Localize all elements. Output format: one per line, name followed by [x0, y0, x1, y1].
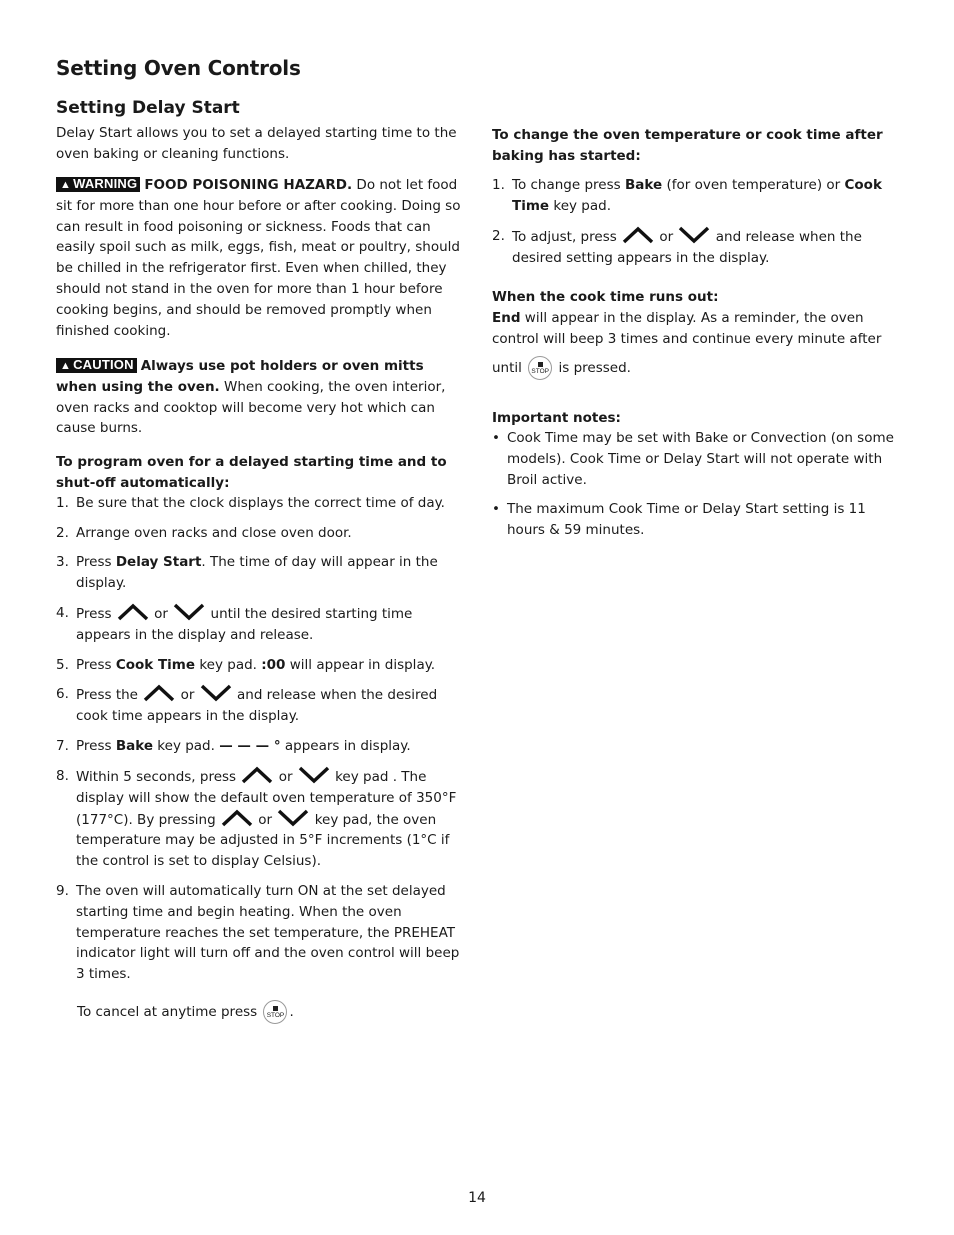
caution-triangle-icon: ▲ [60, 360, 72, 372]
end-key: End [492, 310, 521, 326]
step-text: Arrange oven racks and close oven door. [76, 525, 352, 541]
runs-out-heading: When the cook time runs out: [492, 289, 719, 305]
section-title: Setting Delay Start [56, 98, 240, 118]
warning-paragraph [56, 175, 466, 341]
step-number: 8. [56, 768, 69, 784]
step-text: Within 5 seconds, press or key pad . The display will show the default oven temperature of 350°F (177°C). By pressing or key pad, the oven temperature may be adjusted in 5°F increments (1°C if the control is set to display Celsius). [76, 766, 466, 872]
step-number: 1. [492, 177, 505, 193]
step-text: Be sure that the clock displays the correct time of day. [76, 495, 445, 511]
step-text: Press or until the desired starting time appears in the display and release. [76, 603, 466, 646]
display-dashes: — — — ° [219, 738, 281, 754]
step-text: To change press Bake (for oven temperature) or Cook Time key pad. [512, 177, 882, 214]
caution-body: When cooking, the oven interior, oven racks and cooktop will become very hot which can cause burns. [56, 378, 446, 437]
note-text: Cook Time may be set with Bake or Convection (on some models). Cook Time or Delay Start will not operate with Broil active. [507, 430, 894, 488]
caution-headline: Always use pot holders or oven mitts when using the oven. [56, 358, 424, 395]
caution-paragraph [56, 356, 466, 439]
display-readout: :00 [261, 657, 286, 673]
caution-badge-label: CAUTION [73, 357, 134, 372]
step-number: 5. [56, 657, 69, 673]
up-arrow-icon [116, 603, 150, 621]
cook-time-key: Cook Time [512, 177, 882, 214]
warning-triangle-icon: ▲ [60, 179, 72, 191]
step-text: Press Delay Start. The time of day will appear in the display. [76, 554, 438, 591]
step-number: 7. [56, 738, 69, 754]
caution-badge [56, 358, 137, 373]
step-text: Press the or and release when the desired cook time appears in the display. [76, 684, 466, 727]
step-text: Press Cook Time key pad. :00 will appear in display. [76, 657, 436, 673]
down-arrow-icon [297, 766, 331, 784]
warning-body: Do not let food sit for more than one hour before or after cooking. Doing so can result in food poisoning or sickness. Foods that can easily spoil such as milk, eggs, fish, meat or poultry, should be chilled in the refrigerator first. Even when chilled, they should not stand in the oven for more than 1 hour before cooking begins, and should be removed promptly when finished cooking. [56, 177, 461, 339]
delay-start-key: Delay Start [115, 554, 202, 570]
up-arrow-icon [240, 766, 274, 784]
step-number: 2. [56, 525, 69, 541]
runs-out-until: until STOP is pressed. [492, 356, 902, 380]
bullet-icon: • [492, 501, 500, 517]
step-number: 4. [56, 605, 69, 621]
cook-time-key: Cook Time [115, 657, 196, 673]
warning-badge [56, 177, 140, 192]
bullet-icon: • [492, 430, 500, 446]
notes-heading: Important notes: [492, 410, 621, 426]
step-text: Press Bake key pad. — — — ° appears in display. [76, 738, 411, 754]
down-arrow-icon [276, 809, 310, 827]
step-number: 9. [56, 883, 69, 899]
warning-badge-label: WARNING [73, 176, 138, 191]
down-arrow-icon [199, 684, 233, 702]
up-arrow-icon [220, 809, 254, 827]
stop-key-icon: STOP [528, 356, 552, 380]
bake-key: Bake [115, 738, 153, 754]
warning-headline: FOOD POISONING HAZARD. [144, 177, 353, 193]
change-heading: To change the oven temperature or cook time after baking has started: [492, 127, 883, 164]
step-text: To adjust, press or and release when the desired setting appears in the display. [512, 226, 902, 269]
down-arrow-icon [172, 603, 206, 621]
page-title: Setting Oven Controls [56, 56, 301, 80]
page-number: 14 [468, 1190, 486, 1206]
down-arrow-icon [677, 226, 711, 244]
step-text: The oven will automatically turn ON at the set delayed starting time and begin heating. When the oven temperature reaches the set temperature, the PREHEAT indicator light will turn off and the oven control will beep 3 times. [76, 883, 460, 983]
step-number: 2. [492, 228, 505, 244]
step-number: 3. [56, 554, 69, 570]
cancel-line: To cancel at anytime press STOP . [77, 1000, 487, 1024]
note-text: The maximum Cook Time or Delay Start setting is 11 hours & 59 minutes. [507, 501, 866, 538]
program-heading: To program oven for a delayed starting time and to shut-off automatically: [56, 454, 447, 491]
runs-out-body: End will appear in the display. As a reminder, the oven control will beep 3 times and continue every minute after [492, 310, 882, 347]
step-number: 6. [56, 686, 69, 702]
stop-key-icon: STOP [263, 1000, 287, 1024]
up-arrow-icon [142, 684, 176, 702]
bake-key: Bake [624, 177, 663, 193]
intro-paragraph: Delay Start allows you to set a delayed starting time to the oven baking or cleaning functions. [56, 125, 457, 162]
step-number: 1. [56, 495, 69, 511]
up-arrow-icon [621, 226, 655, 244]
